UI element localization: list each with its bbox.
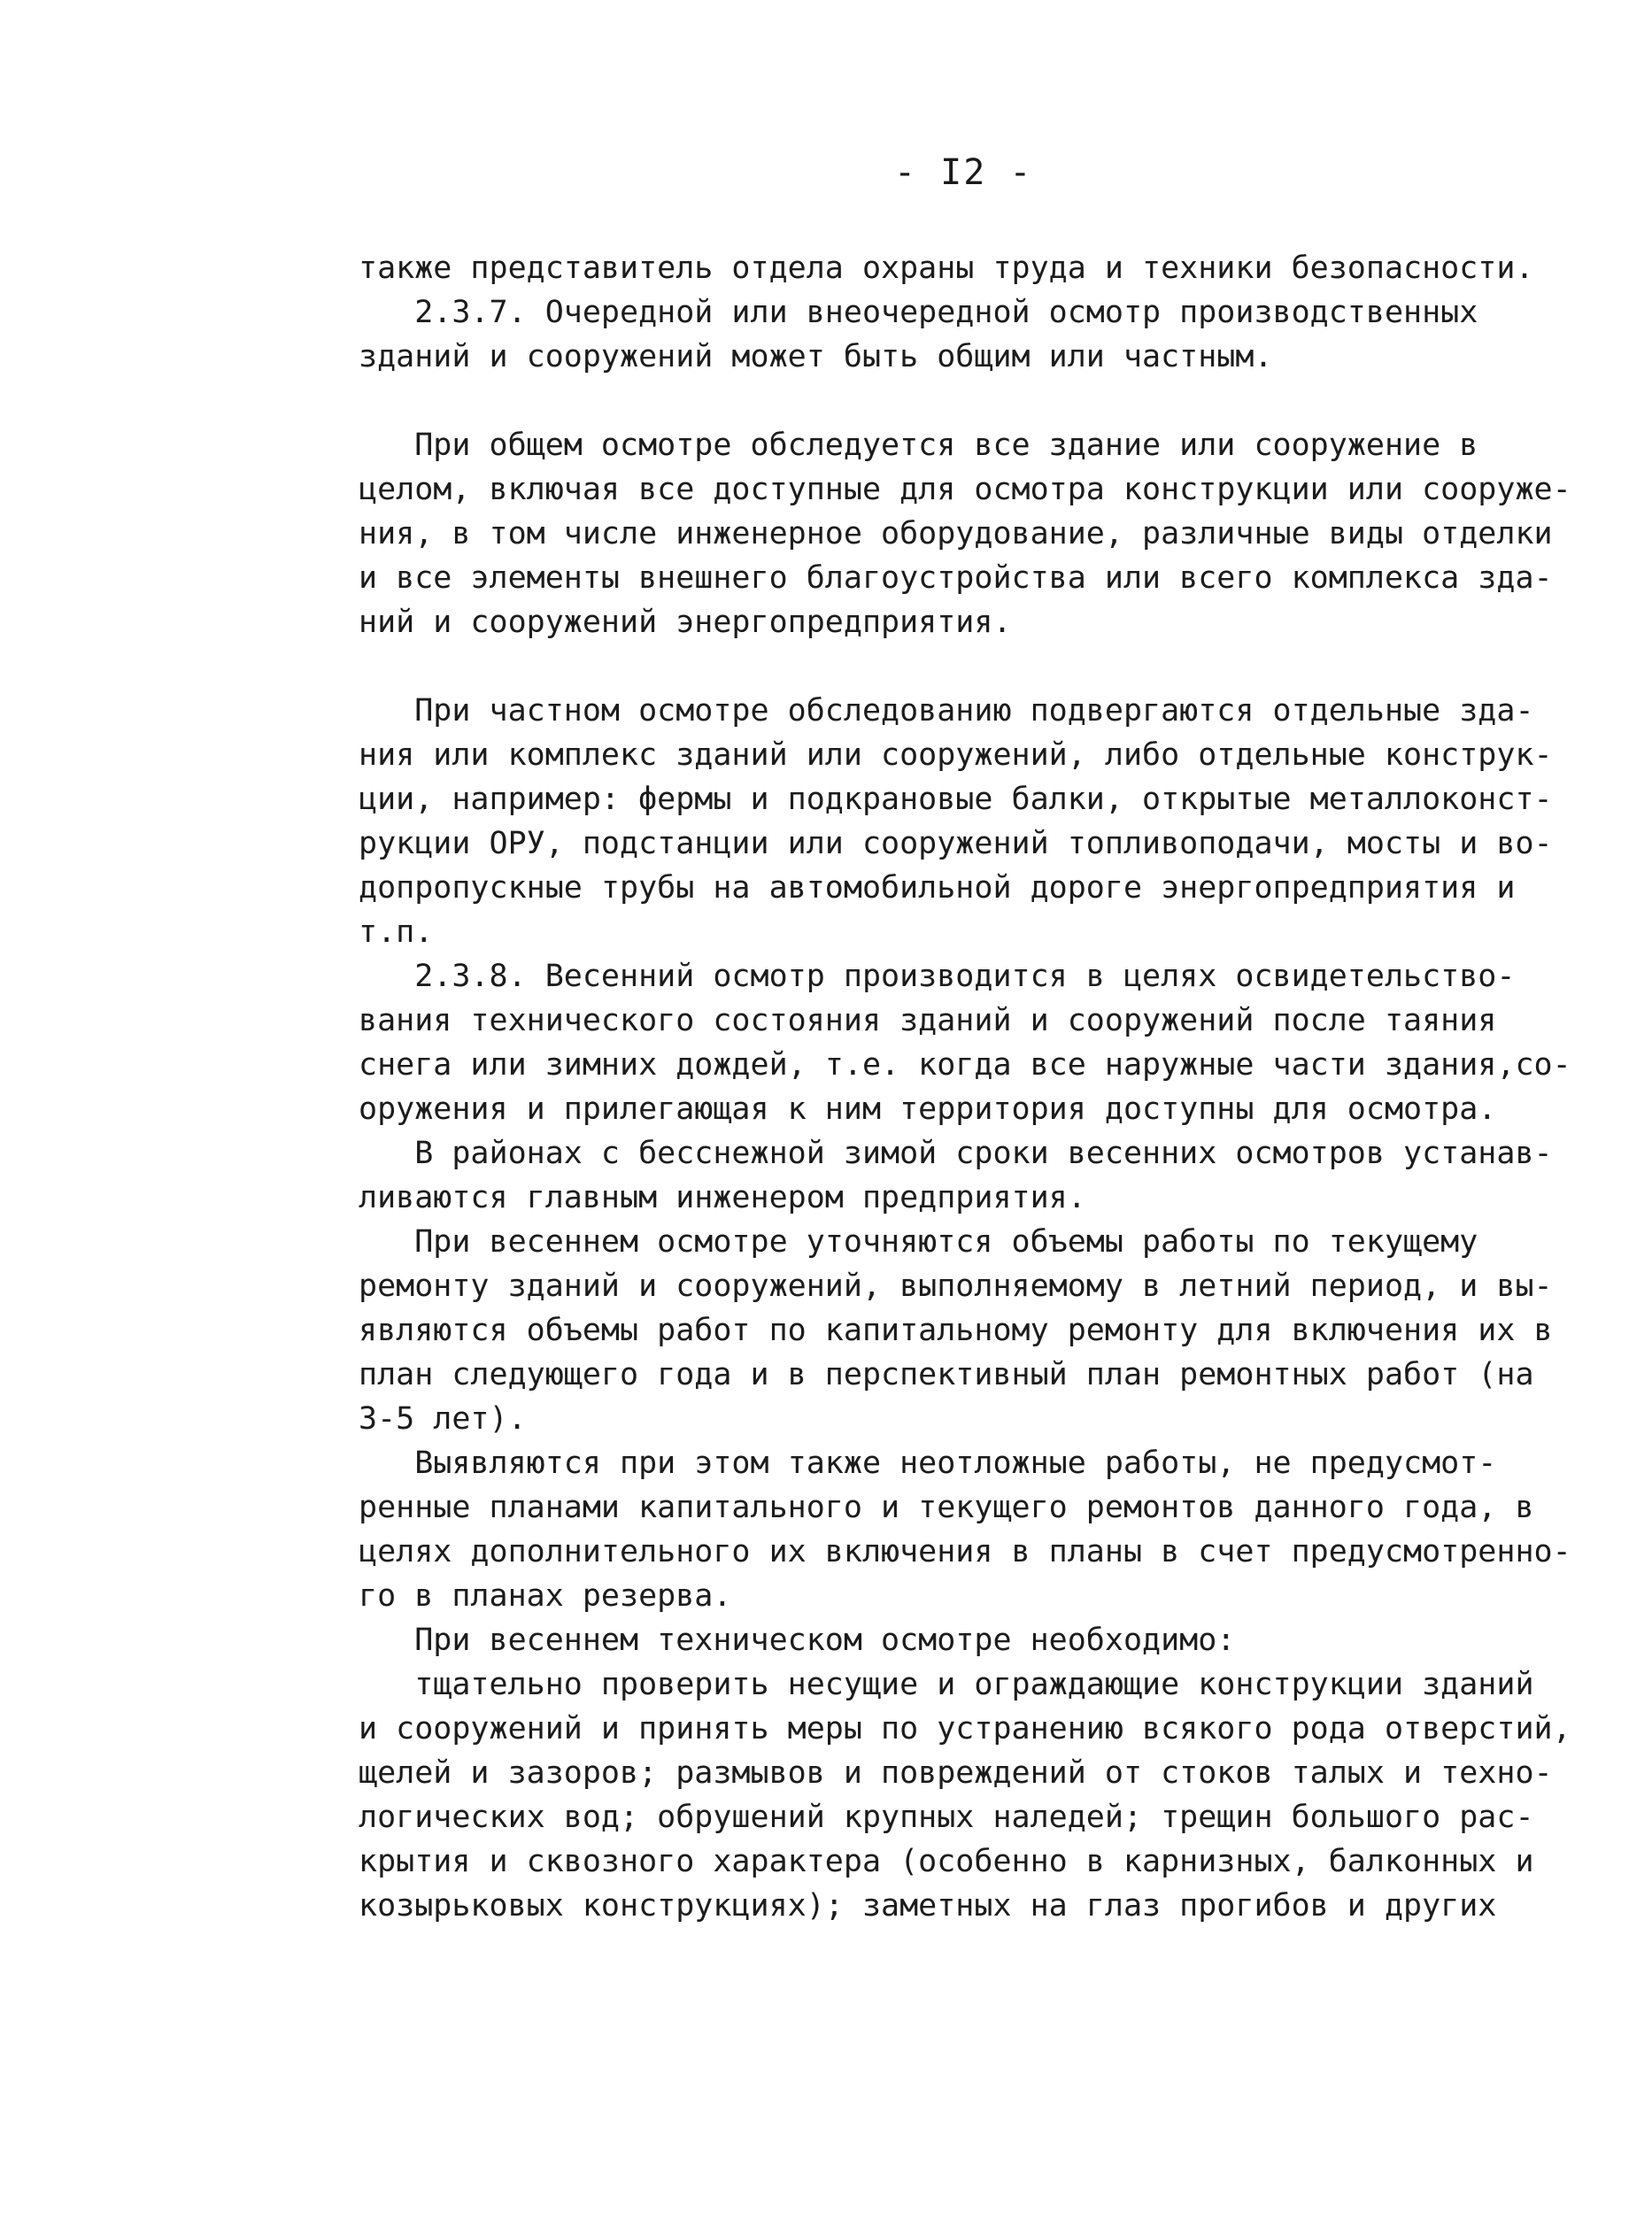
text-line: логических вод; обрушений крупных наледей; трещин большого рас- bbox=[359, 1800, 1534, 1835]
text-line: т.п. bbox=[359, 914, 434, 950]
text-line: ливаются главным инженером предприятия. bbox=[359, 1180, 1086, 1215]
text-line: ния или комплекс зданий или сооружений, либо отдельные конструк- bbox=[359, 737, 1553, 773]
text-line: При весеннем техническом осмотре необходимо: bbox=[359, 1623, 1236, 1658]
text-line: щелей и зазоров; размывов и повреждений от стоков талых и техно- bbox=[359, 1755, 1553, 1791]
text-line: Выявляются при этом также неотложные работы, не предусмот- bbox=[359, 1446, 1497, 1481]
text-line: вания технического состояния зданий и сооружений после таяния bbox=[359, 1003, 1497, 1038]
text-line: ремонту зданий и сооружений, выполняемому в летний период, и вы- bbox=[359, 1268, 1553, 1304]
text-line: При частном осмотре обследованию подвергаются отдельные зда- bbox=[359, 693, 1534, 729]
text-line: 2.3.7. Очередной или внеочередной осмотр производственных bbox=[359, 295, 1478, 330]
text-line: целом, включая все доступные для осмотра конструкции или сооруже- bbox=[359, 472, 1571, 507]
text-line: козырьковых конструкциях); заметных на глаз прогибов и других bbox=[359, 1888, 1497, 1924]
text-line: тщательно проверить несущие и ограждающие конструкции зданий bbox=[359, 1667, 1534, 1702]
text-line: являются объемы работ по капитальному ремонту для включения их в bbox=[359, 1313, 1553, 1348]
text-line: 2.3.8. Весенний осмотр производится в целях освидетельство- bbox=[359, 959, 1516, 994]
text-line: и все элементы внешнего благоустройства или всего комплекса зда- bbox=[359, 560, 1553, 596]
text-line: ренные планами капитального и текущего ремонтов данного года, в bbox=[359, 1490, 1534, 1525]
text-line: ния, в том числе инженерное оборудование, различные виды отделки bbox=[359, 516, 1553, 551]
text-line: При весеннем осмотре уточняются объемы работы по текущему bbox=[359, 1224, 1478, 1260]
text-line: В районах с бесснежной зимой сроки весенних осмотров устанав- bbox=[359, 1136, 1553, 1171]
text-line: крытия и сквозного характера (особенно в карнизных, балконных и bbox=[359, 1844, 1534, 1879]
text-line: ний и сооружений энергопредприятия. bbox=[359, 605, 1012, 640]
text-line: зданий и сооружений может быть общим или частным. bbox=[359, 339, 1273, 374]
text-line: ции, например: фермы и подкрановые балки, открытые металлоконст- bbox=[359, 782, 1553, 817]
text-line: При общем осмотре обследуется все здание или сооружение в bbox=[359, 428, 1478, 463]
text-line: план следующего года и в перспективный план ремонтных работ (на bbox=[359, 1357, 1534, 1392]
text-line: также представитель отдела охраны труда и техники безопасности. bbox=[359, 251, 1534, 286]
text-line: снега или зимних дождей, т.е. когда все наружные части здания,со- bbox=[359, 1047, 1571, 1083]
text-line: 3-5 лет). bbox=[359, 1401, 527, 1437]
text-line: го в планах резерва. bbox=[359, 1578, 732, 1614]
paragraph-gap bbox=[359, 644, 1598, 689]
text-line: рукции ОРУ, подстанции или сооружений топливоподачи, мосты и во- bbox=[359, 826, 1553, 861]
body-text bbox=[359, 246, 1598, 1928]
page-number: - I2 - bbox=[894, 152, 1033, 193]
text-line: и сооружений и принять меры по устранению всякого рода отверстий, bbox=[359, 1711, 1571, 1746]
paragraph-gap bbox=[359, 379, 1598, 423]
text-line: оружения и прилегающая к ним территория доступны для осмотра. bbox=[359, 1091, 1497, 1127]
text-line: целях дополнительного их включения в планы в счет предусмотренно- bbox=[359, 1534, 1571, 1569]
text-line: допропускные трубы на автомобильной дороге энергопредприятия и bbox=[359, 870, 1516, 906]
